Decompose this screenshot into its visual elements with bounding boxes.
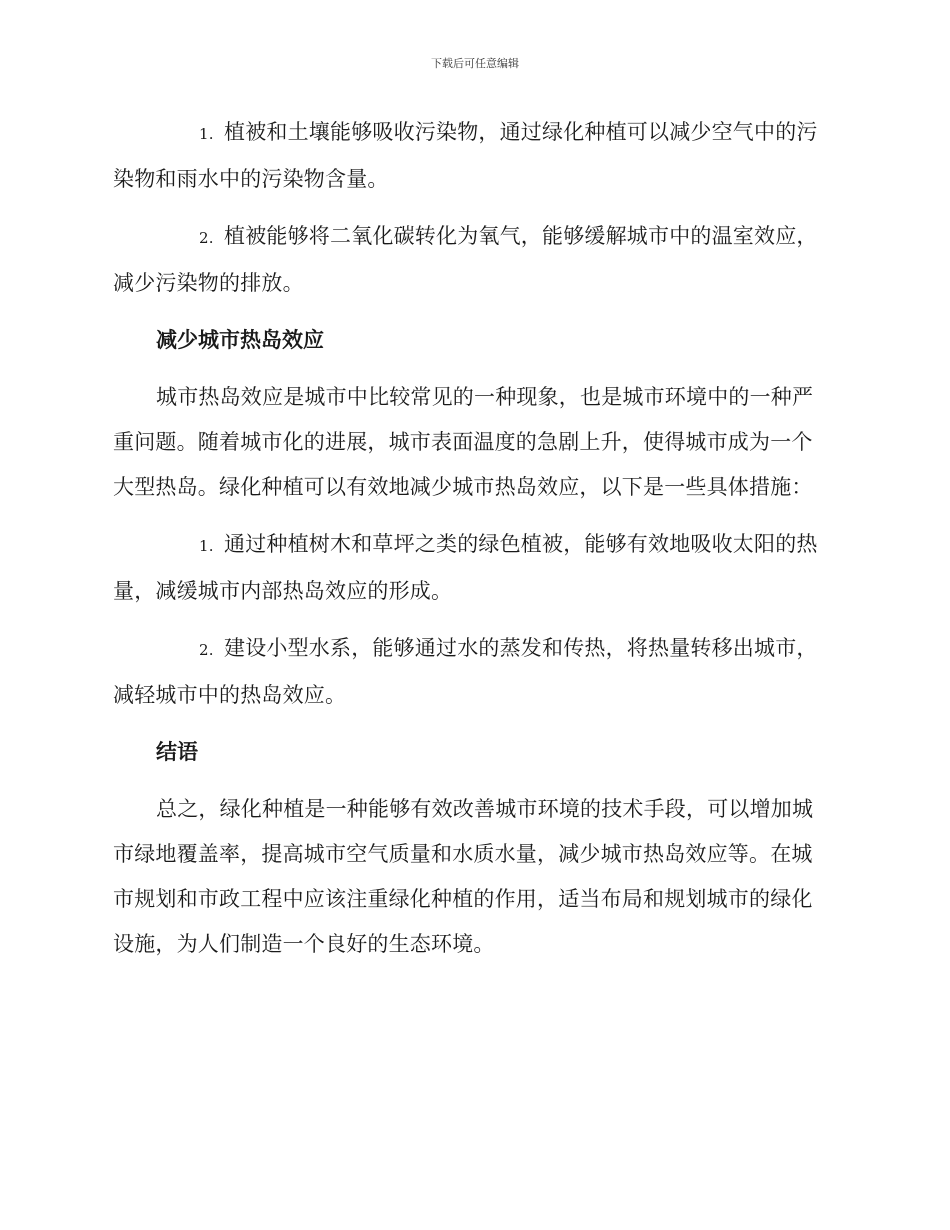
list-text: 植被和土壤能够吸收污染物，通过绿化种植可以减少空气中的污染物和雨水中的污染物含量。 — [113, 120, 818, 191]
list-item — [113, 110, 833, 202]
conclusion-body: 总之，绿化种植是一种能够有效改善城市环境的技术手段，可以增加城市绿地覆盖率，提高城市空气质量和水质水量，减少城市热岛效应等。在城市规划和市政工程中应该注重绿化种植的作用，适当布局和规划城市的绿化设施，为人们制造一个良好的生态环境。 — [113, 797, 814, 956]
list-text: 建设小型水系，能够通过水的蒸发和传热，将热量转移出城市，减轻城市中的热岛效应。 — [113, 636, 818, 707]
list-text: 植被能够将二氧化碳转化为氧气，能够缓解城市中的温室效应，减少污染物的排放。 — [113, 224, 818, 295]
section-heading-heat-island: 减少城市热岛效应 — [156, 328, 324, 352]
heat-island-intro: 城市热岛效应是城市中比较常见的一种现象，也是城市环境中的一种严重问题。随着城市化的进展，城市表面温度的急剧上升，使得城市成为一个大型热岛。绿化种植可以有效地减少城市热岛效应，以下是一些具体措施： — [113, 385, 814, 499]
list-item — [113, 214, 833, 306]
document-body — [113, 110, 833, 979]
list-item — [113, 522, 833, 614]
section-heading-conclusion: 结语 — [156, 740, 198, 764]
list-item — [113, 626, 833, 718]
list-number: 1. — [199, 125, 214, 143]
list-text: 通过种植树木和草坪之类的绿色植被，能够有效地吸收太阳的热量，减缓城市内部热岛效应的形成。 — [113, 532, 818, 603]
header-note: 下载后可任意编辑 — [431, 57, 519, 70]
list-number: 2. — [199, 641, 214, 659]
list-number: 2. — [199, 229, 214, 247]
list-number: 1. — [199, 537, 214, 555]
